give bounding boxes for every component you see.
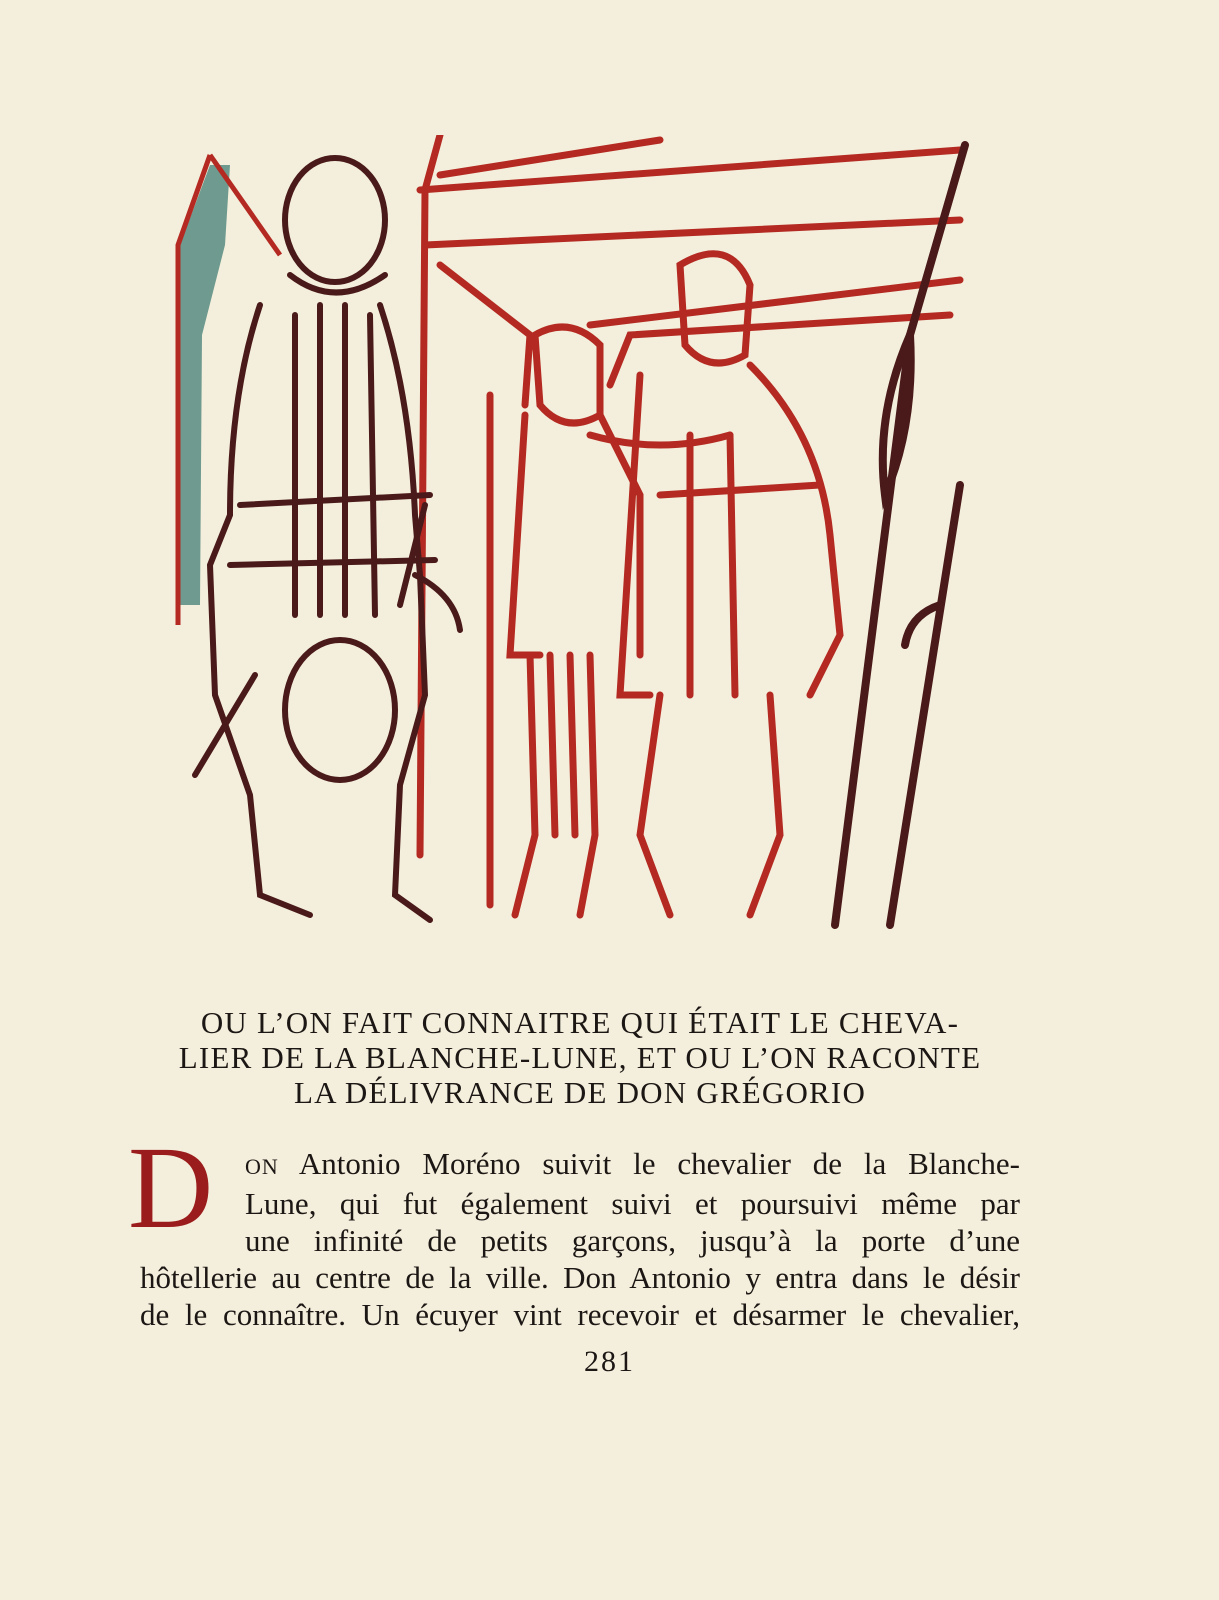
body-text xyxy=(140,1145,1020,1333)
body-line-2: Lune, qui fut également suivi et poursuivi même par xyxy=(245,1186,1020,1221)
body-line-1-text: Antonio Moréno suivit le chevalier de la Blanche- xyxy=(298,1146,1020,1181)
body-line-1 xyxy=(245,1145,1020,1185)
chapter-title-line-3: LA DÉLIVRANCE DE DON GRÉGORIO xyxy=(293,1075,867,1110)
drop-cap: D xyxy=(128,1122,214,1253)
chapter-title-line-2: LIER DE LA BLANCHE-LUNE, ET OU L’ON RACONTE xyxy=(178,1040,982,1075)
chapter-title xyxy=(140,1005,1020,1110)
page-number: 281 xyxy=(584,1345,635,1378)
first-word-small-caps: ON xyxy=(245,1154,279,1179)
chapter-title-line-1: OU L’ON FAIT CONNAITRE QUI ÉTAIT LE CHEVA- xyxy=(200,1005,960,1040)
woodcut-illustration xyxy=(170,135,1000,945)
body-line-3: une infinité de petits garçons, jusqu’à la porte d’une xyxy=(245,1223,1020,1258)
body-line-5: de le connaître. Un écuyer vint recevoir et désarmer le chevalier, xyxy=(140,1297,1020,1332)
body-line-4: hôtellerie au centre de la ville. Don Antonio y entra dans le désir xyxy=(140,1260,1020,1295)
